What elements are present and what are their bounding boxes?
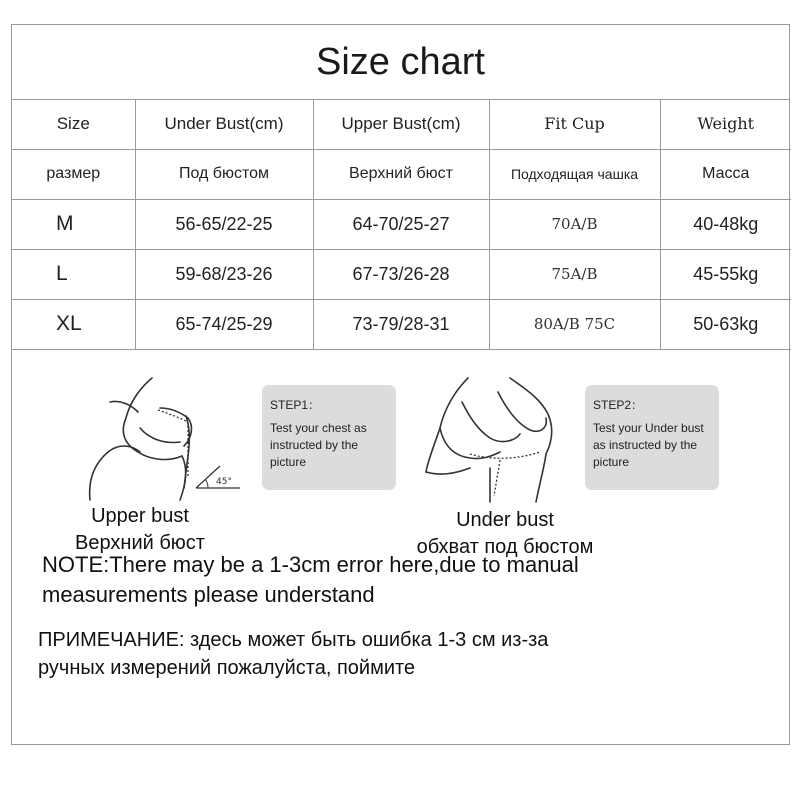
header-fit-cup-ru: Подходящая чашка: [489, 149, 660, 199]
step2-label: STEP2：: [593, 398, 644, 412]
step1-text: Test your chest as instructed by the picture: [270, 421, 367, 469]
upper-bust-caption-en: Upper bust: [91, 505, 189, 527]
weight-cell: 50-63kg: [660, 299, 791, 349]
size-cell: M: [12, 199, 135, 249]
header-size-ru: размер: [12, 149, 135, 199]
table-row: [12, 249, 791, 299]
step1-box: [262, 385, 396, 490]
step2-box: [585, 385, 719, 490]
step2-text: Test your Under bust as instructed by the picture: [593, 421, 704, 469]
table-row: [12, 199, 791, 249]
upper-bust-cell: 73-79/28-31: [313, 299, 489, 349]
note-ru: ПРИМЕЧАНИЕ: здесь может быть ошибка 1-3 см из-за ручных измерений пожалуйста, поймите: [38, 629, 549, 679]
fit-cup-cell: 75A/B: [489, 249, 660, 299]
upper-bust-cell: 67-73/26-28: [313, 249, 489, 299]
header-size: Size: [12, 99, 135, 149]
page-title: Size chart: [12, 25, 789, 100]
angle-label: 45°: [216, 477, 232, 487]
header-weight-ru: Масса: [660, 149, 791, 199]
under-bust-caption-en: Under bust: [456, 509, 554, 531]
step1-label: STEP1：: [270, 398, 321, 412]
under-bust-caption-ru: обхват под бюстом: [416, 536, 594, 558]
table-header-row-ru: [12, 149, 791, 199]
weight-cell: 40-48kg: [660, 199, 791, 249]
header-weight: Weight: [660, 99, 791, 149]
table-header-row-en: [12, 99, 791, 149]
size-table: [12, 99, 791, 350]
under-bust-cell: 56-65/22-25: [135, 199, 313, 249]
header-fit-cup: Fit Cup: [489, 99, 660, 149]
note-en: NOTE:There may be a 1-3cm error here,due to manual measurements please understand: [42, 552, 579, 607]
header-upper-bust-ru: Верхний бюст: [313, 149, 489, 199]
upper-bust-caption-ru: Верхний бюст: [75, 532, 205, 554]
upper-bust-figure-icon: [80, 372, 250, 502]
upper-bust-cell: 64-70/25-27: [313, 199, 489, 249]
upper-bust-caption: [40, 503, 240, 557]
size-cell: XL: [12, 299, 135, 349]
under-bust-cell: 59-68/23-26: [135, 249, 313, 299]
header-under-bust: Under Bust(cm): [135, 99, 313, 149]
under-bust-figure-icon: [420, 372, 580, 507]
table-row: [12, 299, 791, 349]
fit-cup-cell: 70A/B: [489, 199, 660, 249]
header-under-bust-ru: Под бюстом: [135, 149, 313, 199]
weight-cell: 45-55kg: [660, 249, 791, 299]
under-bust-cell: 65-74/25-29: [135, 299, 313, 349]
header-upper-bust: Upper Bust(cm): [313, 99, 489, 149]
size-cell: L: [12, 249, 135, 299]
fit-cup-cell: 80A/B 75C: [489, 299, 660, 349]
